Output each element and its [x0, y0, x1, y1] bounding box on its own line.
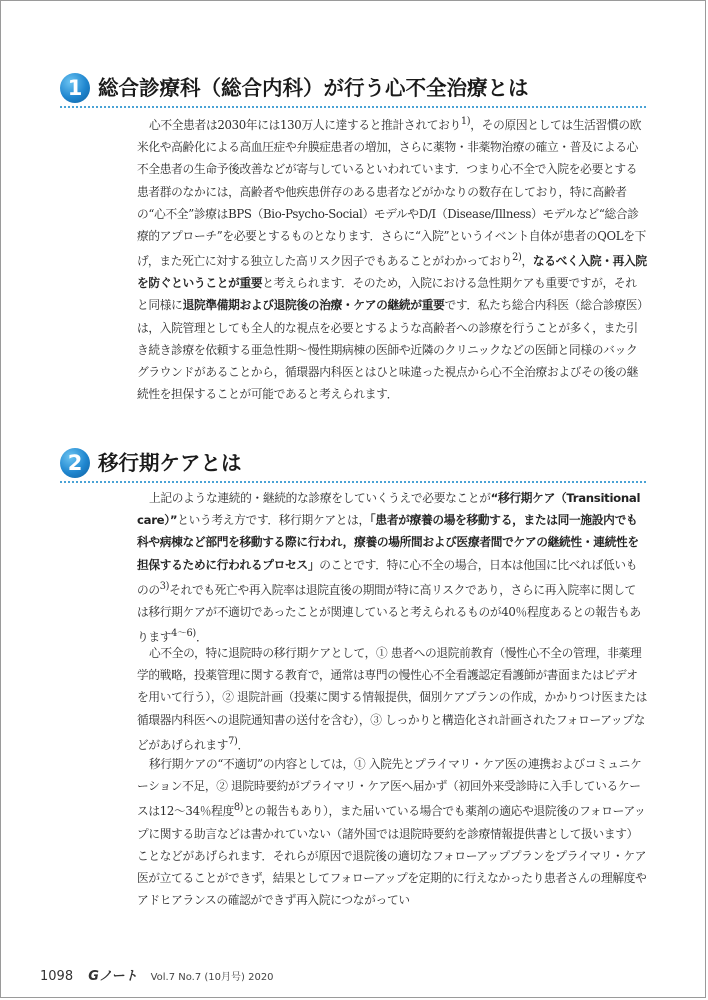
body-paragraph [137, 111, 647, 405]
page-number: 1098 [40, 969, 74, 984]
text-run: 心不全患者は2030年には130万人に達すると推計されており [149, 117, 461, 132]
text-run: ，その原因としては生活習慣の欧米化や高齢化による高血圧症や弁膜症患者の増加，さらに薬物・非薬物治療の確立・普及による心不全患者の生命予後改善などが寄与しているといわれています．つまり心不全で入院を必要とする患者群のなかには，高齢者や他疾患併存のある患者などがかなりの数存在しており，特に高齢者の“心不全”診療はBPS（Bio-Psycho-Social）モデルやD/I（Disease/Illness）モデルなど“総合診療的アプローチ”を必要とするものとなります．さらに“入院”というイベント自体が患者のQOLを下げ，また死亡に対する独立した高リスク因子でもあることがわかっており [137, 117, 647, 268]
text-run: ． [237, 737, 249, 752]
text-run: と考えられます．そのため，入院における急性期ケアも重要ですが，それと同様に [137, 276, 637, 313]
section-number-badge: 1 [60, 73, 90, 103]
text-run: 上記のような連続的・継続的な診療をしていくうえで必要なことが [149, 491, 491, 505]
section-title: 総合診療科（総合内科）が行う心不全治療とは [98, 76, 529, 100]
page-footer [40, 965, 274, 984]
body-paragraph [137, 642, 647, 756]
citation-ref: 1) [460, 116, 471, 127]
bold-text: 「患者が療養の場を移動する，または同一施設内でも科や病棟など部門を移動する際に行われ，療養の場所間および医療者間でケアの継続性・連続性を担保するために行われるプロセス」 [137, 513, 639, 572]
citation-ref: 3) [159, 580, 170, 592]
issue-info: Vol.7 No.7 (10月号) 2020 [150, 972, 274, 983]
bold-text: “移行期ケア（Transitional care）” [137, 491, 641, 528]
section-heading-1 [60, 72, 646, 108]
text-run: のことです．特に心不全の場合，日本は他国に比べれば低いものの [137, 557, 638, 597]
text-run: それでも死亡や再入院率は退院直後の期間が特に高リスクであり，さらに再入院率に関しては移行期ケアが不適切であったことが関連していると考えられるものが40％程度あるとの報告もあります [137, 582, 641, 644]
citation-ref: 4〜6) [171, 628, 196, 640]
bold-text: なるべく入院・再入院を防ぐということが重要 [137, 254, 647, 291]
text-run: 移行期ケアの“不適切”の内容としては，① 入院先とプライマリ・ケア医の連携およびコミュニケーション不足，② 退院時要約がプライマリ・ケア医へ届かず（初回外来受診時に入手しているケースは12〜34％程度 [137, 757, 642, 819]
bold-text: 退院準備期および退院後の治療・ケアの継続が重要 [182, 298, 445, 313]
section-heading-2 [60, 447, 646, 483]
citation-ref: 8) [233, 802, 244, 814]
text-run: 心不全の，特に退院時の移行期ケアとして，① 患者への退院前教育（慢性心不全の管理，非薬理学的戦略，投薬管理に関する教育で，通常は専門の慢性心不全看護認定看護師が書面またはビデオを用いて行う），② 退院計画（投薬に関する情報提供，個別ケアプランの作成，かかりつけ医または循環器内科医への退院通知書の送付を含む），③ しっかりと構造化され計画されたフォローアップなどがあげられます [137, 646, 648, 752]
section-number-badge: 2 [60, 448, 90, 478]
text-run: という考え方です．移行期ケアとは， [177, 513, 370, 528]
text-run: との報告もあり），また届いている場合でも薬剤の適応や退院後のフォローアップに関する助言などは書かれていない（諸外国では退院時要約を診療情報提供書として扱います）ことなどがあげられます．それらが原因で退院後の適切なフォローアッププランをプライマリ・ケア医が立てることができず，結果としてフォローアップを定期的に行えなかったり患者さんの理解度やアドヒアランスの確認ができず再入院につながってい [137, 804, 647, 908]
text-run: です．私たち総合内科医（総合診療医）は，入院管理としても全人的な視点を必要とするような高齢者への診療を行うことが多く，また引き続き診療を依頼する亜急性期〜慢性期病棟の医師や近隣のクリニックなどの医師と同様のバックグラウンドがあることから，循環器内科医とはひと味違った視点から心不全治療およびその後の継続性を担保することが可能であると考えられます． [137, 298, 643, 402]
text-run: ． [195, 630, 208, 644]
citation-ref: 2) [512, 252, 522, 264]
body-paragraph [137, 487, 647, 648]
citation-ref: 7) [228, 735, 238, 747]
text-run: ， [521, 254, 533, 268]
section-title: 移行期ケアとは [98, 451, 242, 475]
body-paragraph [137, 753, 647, 911]
journal-name: Gノート [88, 969, 138, 984]
